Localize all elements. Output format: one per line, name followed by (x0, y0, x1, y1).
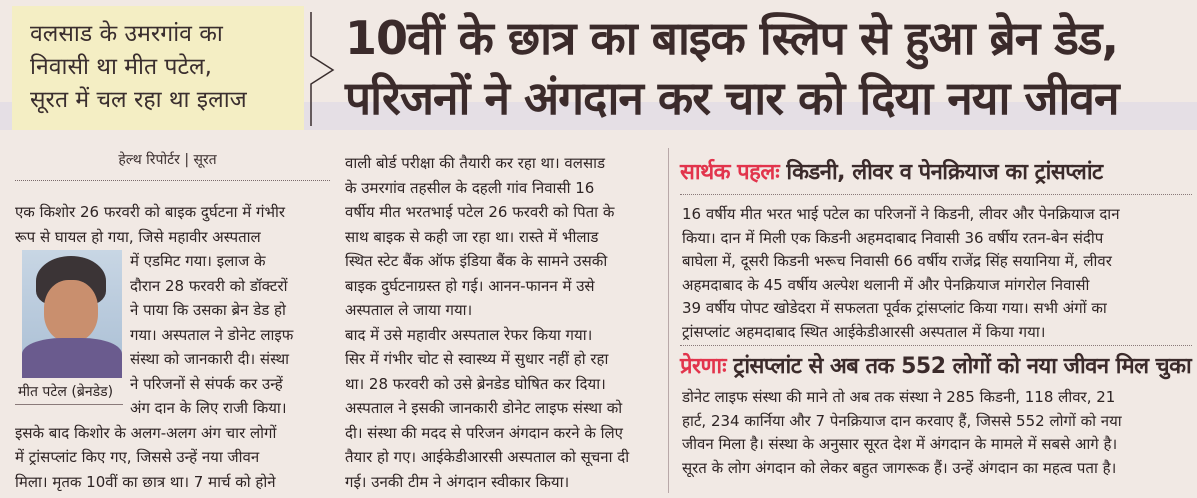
text-line: स्थित स्टेट बैंक ऑफ इंडिया बैंक के सामने उसकी (345, 252, 608, 270)
divider (15, 180, 330, 181)
text-line: अहमदाबाद के 45 वर्षीय अल्पेश थलानी में और पेनक्रियाज मांगरोल निवासी (682, 275, 1090, 294)
text-line: गया। अस्पताल ने डोनेट लाइफ (130, 325, 294, 344)
text-line: वाली बोर्ड परीक्षा की तैयारी कर रहा था। वलसाड (345, 154, 605, 172)
section-heading-1 (680, 156, 1103, 186)
text-line: बाद में उसे महावीर अस्पताल रेफर किया गया। (345, 325, 593, 344)
byline: हेल्थ रिपोर्टर | सूरत (118, 152, 217, 168)
text-line: 39 वर्षीय पोपट खोडेदरा में सफलता पूर्वक ट्रांसप्लांट किया गया। सभी अंगों का (682, 299, 1107, 317)
text-line: डोनेट लाइफ संस्था की माने तो अब तक संस्था ने 285 किडनी, 118 लीवर, 21 (682, 388, 1116, 406)
photo-caption: मीत पटेल (ब्रेनडेड) (18, 384, 114, 400)
caption-rule (15, 404, 123, 405)
text-line: इसके बाद किशोर के अलग-अलग अंग चार लोगों (15, 423, 277, 442)
text-line: में एडमिट गया। इलाज के (130, 252, 266, 270)
section-heading-2 (680, 350, 1191, 380)
text-line: में ट्रांसप्लांट किए गए, जिससे उन्हें नया जीवन (15, 448, 260, 466)
divider (680, 345, 1192, 346)
text-line: अंग दान के लिए राजी किया। (130, 399, 287, 417)
text-line: मिला। मृतक 10वीं का छात्र था। 7 मार्च को होने (15, 472, 276, 491)
divider (680, 194, 1192, 195)
headline-line: परिजनों ने अंगदान कर चार को दिया नया जीवन (345, 71, 1119, 125)
text-line: बाघेला में, दूसरी किडनी भरूच निवासी 66 वर्षीय राजेंद्र सिंह सयानिया में, लीवर (682, 252, 1112, 270)
text-line: किया। दान में मिली एक किडनी अहमदाबाद निवासी 36 वर्षीय रतन-बेन संदीप (682, 228, 1104, 247)
section-label: प्रेरणाः (680, 354, 727, 379)
text-line: सिर में गंभीर चोट से स्वास्थ्य में सुधार नहीं हो रहा (345, 350, 609, 368)
text-line: वर्षीय मीत भरतभाई पटेल 26 फरवरी को पिता के (345, 203, 615, 221)
column-divider (668, 148, 669, 493)
text-line: दी। संस्था की मदद से परिजन अंगदान करने के लिए (345, 423, 623, 442)
text-line: ट्रांसप्लांट अहमदाबाद स्थित आईकेडीआरसी अस्पताल में किया गया। (682, 322, 1046, 341)
section-label: सार्थक पहलः (680, 160, 780, 185)
deck-line: वलसाड के उमरगांव का (30, 21, 223, 47)
text-line: जीवन मिला है। संस्था के अनुसार सूरत देश में अंगदान के मामले में सबसे आगे है। (682, 435, 1118, 453)
text-line: था। 28 फरवरी को उसे ब्रेनडेड घोषित कर दिया। (345, 374, 606, 393)
text-line: ने पाया कि उसका ब्रेन डेड हो (130, 301, 286, 319)
deck-line: सूरत में चल रहा था इलाज (30, 87, 247, 113)
text-line: बाइक दुर्घटनाग्रस्त हो गई। आनन-फानन में उसे (345, 276, 595, 295)
headline (345, 8, 1195, 128)
text-line: संस्था को जानकारी दी। संस्था (130, 350, 290, 368)
text-line: हार्ट, 234 कार्निया और 7 पेनक्रियाज दान करवाए हैं, जिससे 552 लोगों को नया (682, 411, 1122, 430)
text-line: सूरत के लोग अंगदान को लेकर बहुत जागरूक हैं। उन्हें अंगदान का महत्व पता है। (682, 458, 1117, 477)
text-line: एक किशोर 26 फरवरी को बाइक दुर्घटना में गंभीर (15, 203, 286, 221)
pointer-arrow-icon (303, 8, 343, 128)
section-title: किडनी, लीवर व पेनक्रियाज का ट्रांसप्लांट (786, 160, 1103, 185)
text-line: साथ बाइक से कही जा रहा था। रास्ते में भीलाड (345, 227, 599, 246)
text-line: अस्पताल ने इसकी जानकारी डोनेट लाइफ संस्था को (345, 399, 623, 417)
portrait-photo (22, 250, 122, 378)
headline-line: 10वीं के छात्र का बाइक स्लिप से हुआ ब्रेन डेड, (345, 11, 1119, 65)
text-line: दौरान 28 फरवरी को डॉक्टरों (130, 276, 288, 295)
text-line: रूप से घायल हो गया, जिसे महावीर अस्पताल (15, 227, 261, 246)
text-line: ने परिजनों से संपर्क कर उन्हें (130, 374, 283, 393)
deck-box (12, 6, 304, 130)
text-line: के उमरगांव तहसील के दहली गांव निवासी 16 (345, 178, 595, 197)
text-line: तैयार हो गए। आईकेडीआरसी अस्पताल को सूचना दी (345, 448, 630, 466)
text-line: अस्पताल ले जाया गया। (345, 301, 473, 319)
text-line: गई। उनकी टीम ने अंगदान स्वीकार किया। (345, 472, 570, 491)
deck-line: निवासी था मीत पटेल, (30, 54, 212, 80)
section-title: ट्रांसप्लांट से अब तक 552 लोगों को नया जीवन मिल चुका (733, 354, 1192, 379)
text-line: 16 वर्षीय मीत भरत भाई पटेल का परिजनों ने किडनी, लीवर और पेनक्रियाज दान (682, 205, 1120, 223)
